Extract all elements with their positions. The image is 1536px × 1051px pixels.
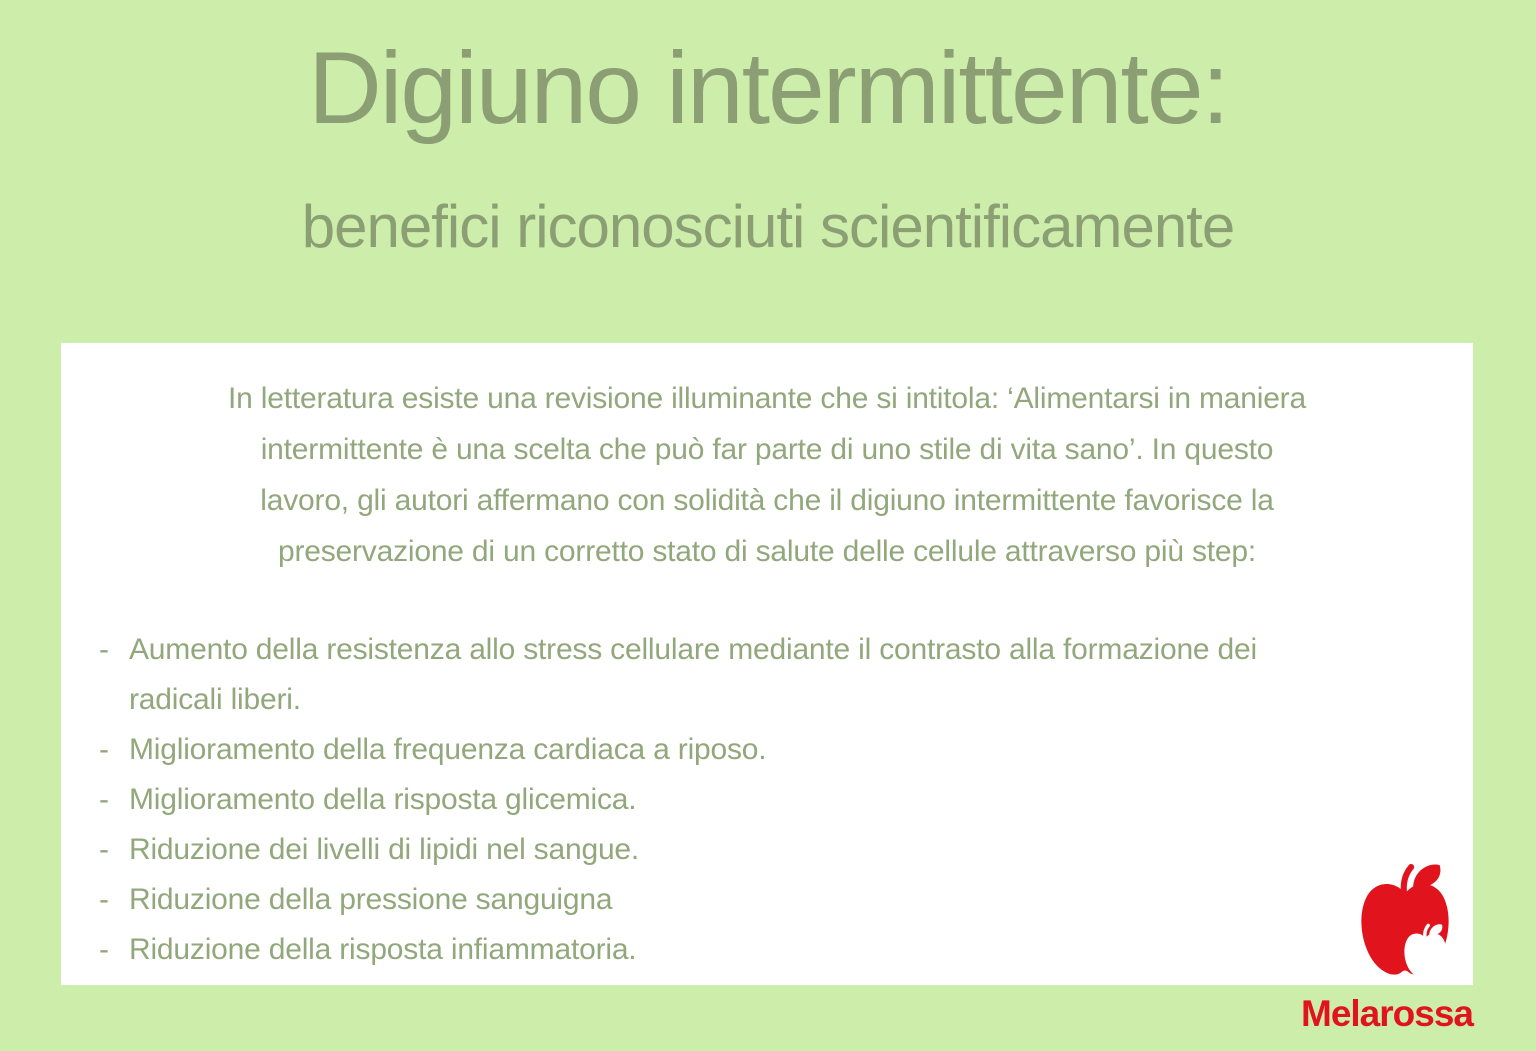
bullet-dash: - bbox=[99, 933, 109, 966]
bullet-dash: - bbox=[99, 883, 109, 916]
page-title: Digiuno intermittente: bbox=[308, 31, 1228, 145]
paragraph-line: lavoro, gli autori affermano con solidità che il digiuno intermittente favorisce la bbox=[260, 484, 1274, 517]
content-card bbox=[61, 343, 1473, 985]
paragraph-line: preservazione di un corretto stato di salute delle cellule attraverso più step: bbox=[277, 535, 1257, 568]
list-item-text: Riduzione della pressione sanguigna bbox=[129, 883, 613, 916]
bullet-dash: - bbox=[99, 783, 109, 816]
list-item-text: Aumento della resistenza allo stress cellulare mediante il contrasto alla formazione dei radicali liberi. bbox=[129, 633, 1257, 716]
paragraph-line: intermittente è una scelta che può far parte di uno stile di vita sano’. In questo bbox=[260, 433, 1274, 466]
intro-paragraph bbox=[85, 373, 1449, 577]
list-item-text: Riduzione della risposta infiammatoria. bbox=[129, 933, 637, 966]
bullet-dash: - bbox=[99, 633, 109, 666]
page-subtitle: benefici riconosciuti scientificamente bbox=[301, 193, 1235, 260]
brand-name: Melarossa bbox=[1301, 993, 1473, 1034]
benefits-list bbox=[85, 625, 1449, 975]
bullet-dash: - bbox=[99, 833, 109, 866]
list-item-text: Miglioramento della frequenza cardiaca a riposo. bbox=[129, 733, 767, 766]
bullet-dash: - bbox=[99, 733, 109, 766]
list-item-text: Miglioramento della risposta glicemica. bbox=[129, 783, 637, 816]
paragraph-line: In letteratura esiste una revisione illuminante che si intitola: ‘Alimentarsi in maniera bbox=[228, 382, 1306, 415]
red-apple-logo-icon bbox=[1354, 862, 1456, 986]
list-item bbox=[99, 725, 1449, 775]
list-item bbox=[99, 875, 1449, 925]
list-item-text: Riduzione dei livelli di lipidi nel sangue. bbox=[129, 833, 640, 866]
list-item bbox=[99, 825, 1449, 875]
list-item bbox=[99, 625, 1449, 725]
list-item bbox=[99, 775, 1449, 825]
list-item bbox=[99, 925, 1449, 975]
